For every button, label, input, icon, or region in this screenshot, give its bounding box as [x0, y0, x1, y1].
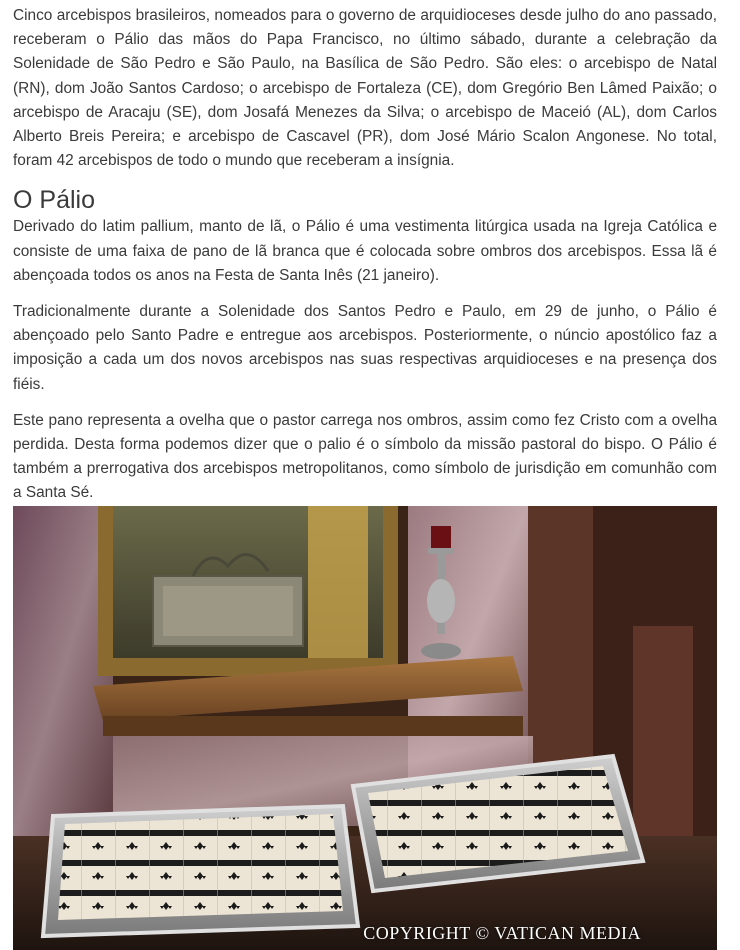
article-paragraph: Este pano representa a ovelha que o pastor carrega nos ombros, assim como fez Cristo com a ovelha perdida. Desta forma podemos dizer que o palio é o símbolo da missão pastoral do bispo. O Pálio é também a prerrogativa dos arcebispos metropolitanos, como símbolo de jurisdição em comunhão com a Santa Sé. — [13, 411, 717, 502]
section-heading: O Pálio — [13, 186, 95, 215]
photo-copyright: COPYRIGHT © VATICAN MEDIA — [363, 923, 641, 943]
article-body — [13, 4, 717, 518]
article-paragraph: Derivado do latim pallium, manto de lã, o Pálio é uma vestimenta litúrgica usada na Igreja Católica e consiste de uma faixa de pano de lã branca que é colocada sobre ombros dos arcebispos. Essa lã é abençoada todos os anos na Festa de Santa Inês (21 janeiro). — [13, 218, 717, 284]
article-paragraph: Cinco arcebispos brasileiros, nomeados para o governo de arquidioceses desde julho do ano passado, receberam o Pálio das mãos do Papa Francisco, no último sábado, durante a celebração da Solenidade de São Pedro e São Paulo, na Basílica de São Pedro. São eles: o arcebispo de Natal (RN), dom João Santos Cardoso; o arcebispo de Fortaleza (CE), dom Gregório Ben Lâmed Paixão; o arcebispo de Aracaju (SE), dom Josafá Menezes da Silva; o arcebispo de Maceió (AL), dom Carlos Alberto Breis Pereira; e arcebispo de Cascavel (PR), dom José Mário Scalon Angonese. No total, foram 42 arcebispos de todo o mundo que receberam a insígnia. — [13, 7, 717, 170]
article-paragraph: Tradicionalmente durante a Solenidade dos Santos Pedro e Paulo, em 29 de junho, o Pálio é abençoado pelo Santo Padre e entregue aos arcebispos. Posteriormente, o núncio apostólico faz a imposição a cada um dos novos arcebispos nas suas respectivas arquidioceses e na presença dos fiéis. — [13, 303, 717, 393]
pallium-photo — [13, 506, 717, 950]
pallium-photo-illustration — [13, 506, 717, 950]
